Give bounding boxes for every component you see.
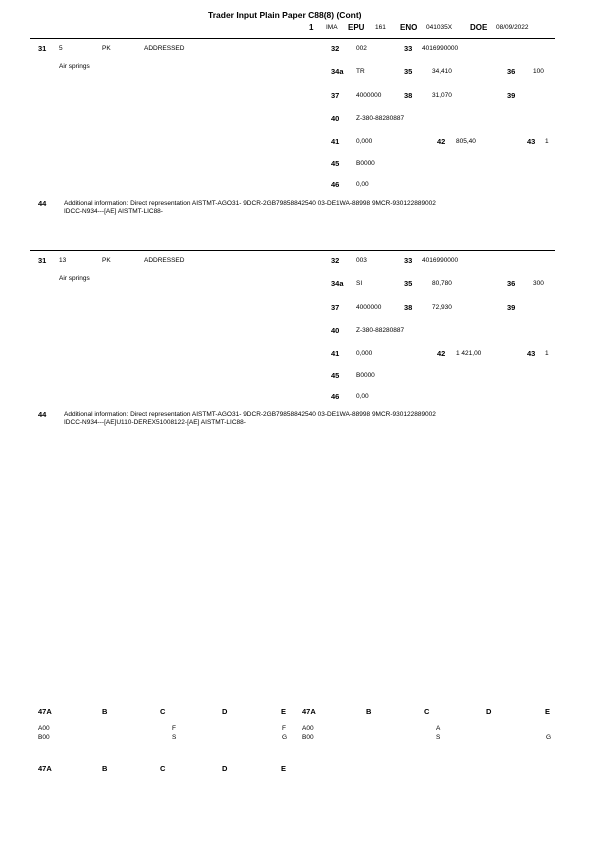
tax-type: B00 bbox=[38, 734, 50, 741]
box-44-label: 44 bbox=[38, 410, 47, 419]
box-35-label: 35 bbox=[404, 279, 413, 288]
box-40-label: 40 bbox=[331, 326, 340, 335]
tax-header-e: E bbox=[545, 707, 551, 716]
tax-header-b: B bbox=[366, 707, 372, 716]
package-marks: ADDRESSED bbox=[144, 45, 185, 52]
item-divider bbox=[30, 250, 555, 251]
box-32-label: 32 bbox=[331, 44, 340, 53]
gross-mass: 34,410 bbox=[432, 68, 452, 75]
box-43-label: 43 bbox=[527, 349, 536, 358]
box-46-label: 46 bbox=[331, 180, 340, 189]
package-marks: ADDRESSED bbox=[144, 257, 185, 264]
tax-header-c: C bbox=[424, 707, 430, 716]
commodity-code: 4016990000 bbox=[422, 45, 459, 52]
box-32-label: 32 bbox=[331, 256, 340, 265]
box-45-label: 45 bbox=[331, 159, 340, 168]
eno-label: ENO bbox=[400, 23, 418, 32]
box-31-label: 31 bbox=[38, 256, 47, 265]
item-number: 003 bbox=[356, 257, 367, 264]
tax-header-c: C bbox=[160, 764, 166, 773]
box-31-label: 31 bbox=[38, 44, 47, 53]
adjustment: B0000 bbox=[356, 160, 375, 167]
box-33-label: 33 bbox=[404, 44, 413, 53]
box-39-label: 39 bbox=[507, 303, 516, 312]
box-43-label: 43 bbox=[527, 137, 536, 146]
tax-header-b: B bbox=[102, 707, 108, 716]
tax-header-d: D bbox=[222, 764, 228, 773]
package-kind: PK bbox=[102, 257, 111, 264]
box-33-label: 33 bbox=[404, 256, 413, 265]
valuation-method: 1 bbox=[545, 138, 549, 145]
page-number: 1 bbox=[309, 23, 314, 32]
supplementary-units: 0,000 bbox=[356, 350, 373, 357]
box-34a-label: 34a bbox=[331, 67, 344, 76]
doe-label: DOE bbox=[470, 23, 488, 32]
tax-rate: A bbox=[436, 725, 441, 732]
tax-type: B00 bbox=[302, 734, 314, 741]
tax-rate: F bbox=[172, 725, 176, 732]
box-42-label: 42 bbox=[437, 137, 446, 146]
box-35-label: 35 bbox=[404, 67, 413, 76]
procedure-code: 4000000 bbox=[356, 304, 382, 311]
tax-mop: F bbox=[282, 725, 286, 732]
item-price: 805,40 bbox=[456, 138, 476, 145]
additional-info-line-2: IDCC-N934---[AE] AISTMT-LIC88- bbox=[64, 208, 163, 215]
tax-mop: G bbox=[546, 734, 552, 741]
header-divider bbox=[30, 38, 555, 39]
ima-label: IMA bbox=[326, 24, 338, 31]
tax-header-47a: 47A bbox=[302, 707, 316, 716]
tax-header-d: D bbox=[486, 707, 492, 716]
commodity-code: 4016990000 bbox=[422, 257, 459, 264]
previous-document: Z-380-88280887 bbox=[356, 327, 405, 334]
tax-type: A00 bbox=[302, 725, 314, 732]
statistical-value: 0,00 bbox=[356, 181, 369, 188]
package-count: 5 bbox=[59, 45, 63, 52]
tax-header-47a: 47A bbox=[38, 764, 52, 773]
procedure-code: 4000000 bbox=[356, 92, 382, 99]
box-40-label: 40 bbox=[331, 114, 340, 123]
eno-value: 041035X bbox=[426, 24, 453, 31]
goods-description: Air springs bbox=[59, 275, 90, 282]
additional-info-line-1: Additional information: Direct representation AISTMT-AGO31- 9DCR-2GB79858842540 03-DE1WA-88998 9MCR-930122889002 bbox=[64, 200, 436, 207]
previous-document: Z-380-88280887 bbox=[356, 115, 405, 122]
box-34a-label: 34a bbox=[331, 279, 344, 288]
tax-header-e: E bbox=[281, 707, 287, 716]
package-count: 13 bbox=[59, 257, 67, 264]
box-46-label: 46 bbox=[331, 392, 340, 401]
tax-header-d: D bbox=[222, 707, 228, 716]
doe-value: 08/09/2022 bbox=[496, 24, 529, 31]
box-37-label: 37 bbox=[331, 91, 340, 100]
tax-header-e: E bbox=[281, 764, 287, 773]
preference: 100 bbox=[533, 68, 544, 75]
page-title: Trader Input Plain Paper C88(8) (Cont) bbox=[208, 10, 362, 20]
box-42-label: 42 bbox=[437, 349, 446, 358]
tax-rate: S bbox=[172, 734, 177, 741]
epu-label: EPU bbox=[348, 23, 365, 32]
tax-header-b: B bbox=[102, 764, 108, 773]
tax-rate: S bbox=[436, 734, 441, 741]
tax-header-47a: 47A bbox=[38, 707, 52, 716]
tax-header-c: C bbox=[160, 707, 166, 716]
item-price: 1 421,00 bbox=[456, 350, 482, 357]
origin-country: TR bbox=[356, 68, 365, 75]
additional-info-line-1: Additional information: Direct representation AISTMT-AGO31- 9DCR-2GB79858842540 03-DE1WA-88998 9MCR-930122889002 bbox=[64, 411, 436, 418]
supplementary-units: 0,000 bbox=[356, 138, 373, 145]
box-38-label: 38 bbox=[404, 303, 413, 312]
epu-value: 161 bbox=[375, 24, 386, 31]
box-45-label: 45 bbox=[331, 371, 340, 380]
goods-description: Air springs bbox=[59, 63, 90, 70]
box-41-label: 41 bbox=[331, 137, 340, 146]
tax-type: A00 bbox=[38, 725, 50, 732]
additional-info-line-2: IDCC-N934---[AE]U110-DEREX51008122-[AE] AISTMT-LIC88- bbox=[64, 419, 246, 426]
net-mass: 72,930 bbox=[432, 304, 452, 311]
valuation-method: 1 bbox=[545, 350, 549, 357]
item-number: 002 bbox=[356, 45, 367, 52]
box-37-label: 37 bbox=[331, 303, 340, 312]
box-36-label: 36 bbox=[507, 67, 516, 76]
net-mass: 31,070 bbox=[432, 92, 452, 99]
box-41-label: 41 bbox=[331, 349, 340, 358]
box-36-label: 36 bbox=[507, 279, 516, 288]
origin-country: SI bbox=[356, 280, 363, 287]
tax-mop: G bbox=[282, 734, 288, 741]
package-kind: PK bbox=[102, 45, 111, 52]
adjustment: B0000 bbox=[356, 372, 375, 379]
box-44-label: 44 bbox=[38, 199, 47, 208]
box-39-label: 39 bbox=[507, 91, 516, 100]
statistical-value: 0,00 bbox=[356, 393, 369, 400]
preference: 300 bbox=[533, 280, 544, 287]
gross-mass: 80,780 bbox=[432, 280, 452, 287]
box-38-label: 38 bbox=[404, 91, 413, 100]
